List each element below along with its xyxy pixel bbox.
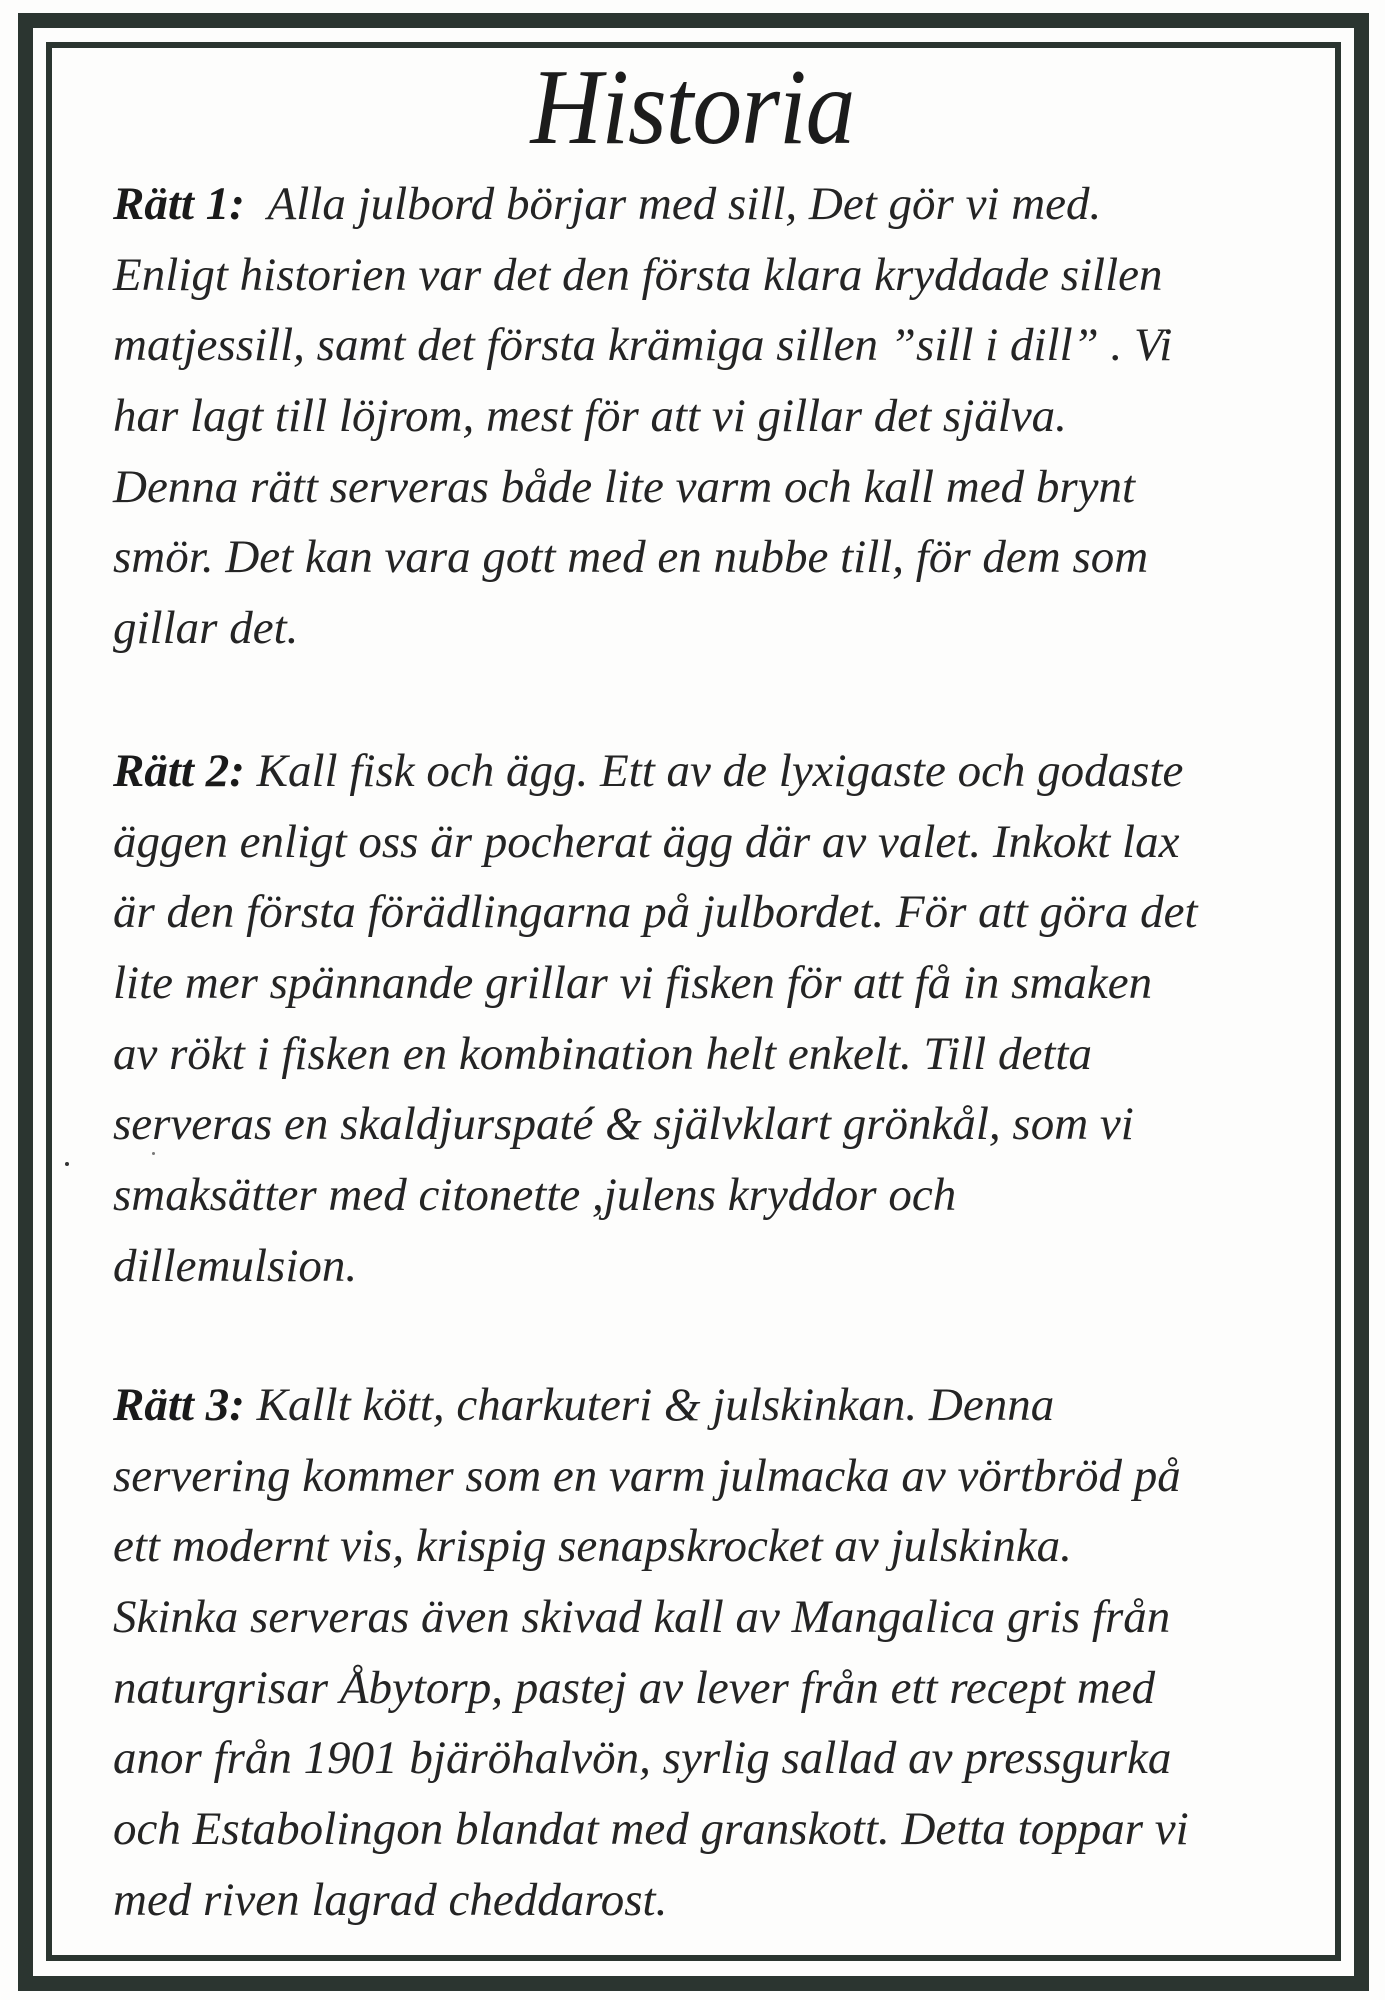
section-ratt-2 — [113, 736, 1328, 1302]
section-line — [113, 1370, 1328, 1441]
line-text: Kallt kött, charkuteri & julskinkan. Denna — [244, 1379, 1055, 1431]
section-line: matjessill, samt det första krämiga sillen ”sill i dill” . Vi — [113, 319, 1173, 372]
section-line: har lagt till löjrom, mest för att vi gillar det själva. — [113, 390, 1067, 443]
section-line — [113, 169, 1328, 240]
section-line: med riven lagrad cheddarost. — [113, 1873, 668, 1926]
section-lead: Rätt 1: — [113, 178, 245, 230]
page-title: Historia — [530, 48, 855, 167]
section-line: anor från 1901 bjäröhalvön, syrlig sallad av pressgurka — [113, 1732, 1172, 1785]
section-line: Skinka serveras även skivad kall av Mangalica gris från — [113, 1591, 1171, 1644]
section-line: serveras en skaldjurspaté & självklart grönkål, som vi — [113, 1098, 1134, 1151]
section-line: naturgrisar Åbytorp, pastej av lever från ett recept med — [113, 1661, 1156, 1714]
scan-speck — [152, 1152, 155, 1155]
section-line: och Estabolingon blandat med granskott. Detta toppar vi — [113, 1803, 1189, 1856]
line-text: Alla julbord börjar med sill, Det gör vi med. — [244, 178, 1102, 230]
section-line: är den första förädlingarna på julbordet. För att göra det — [113, 886, 1198, 939]
section-line: smaksätter med citonette ,julens kryddor och — [113, 1169, 957, 1222]
section-ratt-3 — [113, 1370, 1328, 1936]
scan-speck — [65, 1162, 69, 1166]
section-lead: Rätt 3: — [113, 1379, 245, 1431]
section-lead: Rätt 2: — [113, 745, 245, 797]
section-line: Enligt historien var det den första klara kryddade sillen — [113, 248, 1163, 301]
section-line — [113, 736, 1328, 807]
section-ratt-1 — [113, 169, 1328, 664]
section-line: servering kommer som en varm julmacka av vörtbröd på — [113, 1449, 1181, 1502]
section-line: Denna rätt serveras både lite varm och kall med brynt — [113, 460, 1136, 513]
section-line: dillemulsion. — [113, 1239, 358, 1292]
section-line: lite mer spännande grillar vi fisken för att få in smaken — [113, 957, 1153, 1010]
line-text: Kall fisk och ägg. Ett av de lyxigaste och godaste — [244, 745, 1184, 797]
section-line: smör. Det kan vara gott med en nubbe till, för dem som — [113, 531, 1149, 584]
section-line: av rökt i fisken en kombination helt enkelt. Till detta — [113, 1027, 1092, 1080]
section-line: ett modernt vis, krispig senapskrocket av julskinka. — [113, 1520, 1072, 1573]
section-line: äggen enligt oss är pocherat ägg där av valet. Inkokt lax — [113, 815, 1180, 868]
section-line: gillar det. — [113, 602, 299, 655]
